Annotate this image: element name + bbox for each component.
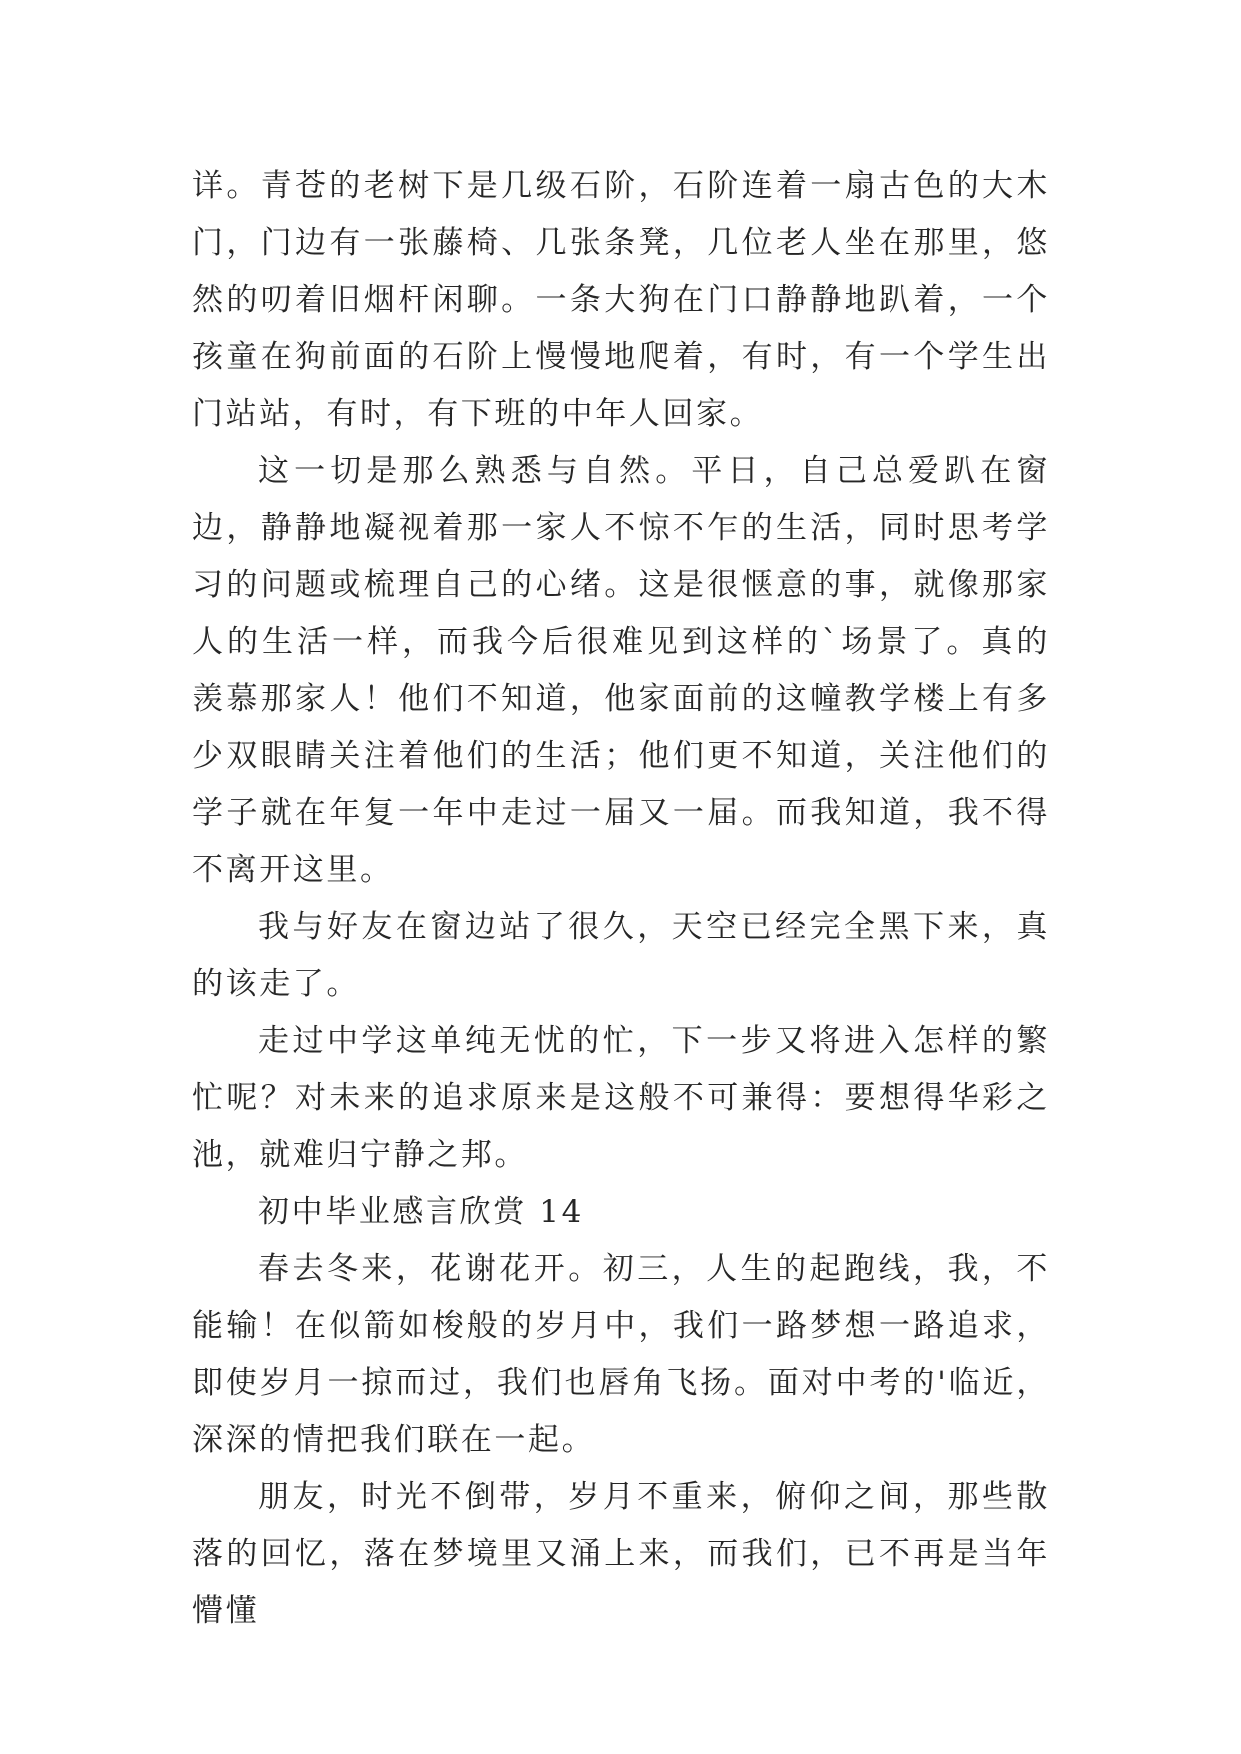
paragraph-7: 朋友，时光不倒带，岁月不重来，俯仰之间，那些散落的回忆，落在梦境里又涌上来，而我们，已不再是当年懵懂 (192, 1479, 1050, 1629)
paragraph-1: 详。青苍的老树下是几级石阶，石阶连着一扇古色的大木门，门边有一张藤椅、几张条凳，几位老人坐在那里，悠然的叨着旧烟杆闲聊。一条大狗在门口静静地趴着，一个孩童在狗前面的石阶上慢慢地爬着，有时，有一个学生出门站站，有时，有下班的中年人回家。 (192, 168, 1050, 432)
paragraph-6: 春去冬来，花谢花开。初三，人生的起跑线，我，不能输！在似箭如梭般的岁月中，我们一路梦想一路追求，即使岁月一掠而过，我们也唇角飞扬。面对中考的'临近，深深的情把我们联在一起。 (192, 1251, 1050, 1458)
paragraph-2: 这一切是那么熟悉与自然。平日，自己总爱趴在窗边，静静地凝视着那一家人不惊不乍的生活，同时思考学习的问题或梳理自己的心绪。这是很惬意的事，就像那家人的生活一样，而我今后很难见到这样的`场景了。真的羡慕那家人！他们不知道，他家面前的这幢教学楼上有多少双眼睛关注着他们的生活；他们更不知道，关注他们的学子就在年复一年中走过一届又一届。而我知道，我不得不离开这里。 (192, 453, 1050, 888)
document-body (192, 158, 1050, 1640)
paragraph-3: 我与好友在窗边站了很久，天空已经完全黑下来，真的该走了。 (192, 909, 1050, 1002)
paragraph-4: 走过中学这单纯无忧的忙，下一步又将进入怎样的繁忙呢？对未来的追求原来是这般不可兼得：要想得华彩之池，就难归宁静之邦。 (192, 1023, 1050, 1173)
section-heading: 初中毕业感言欣赏 14 (258, 1194, 584, 1230)
